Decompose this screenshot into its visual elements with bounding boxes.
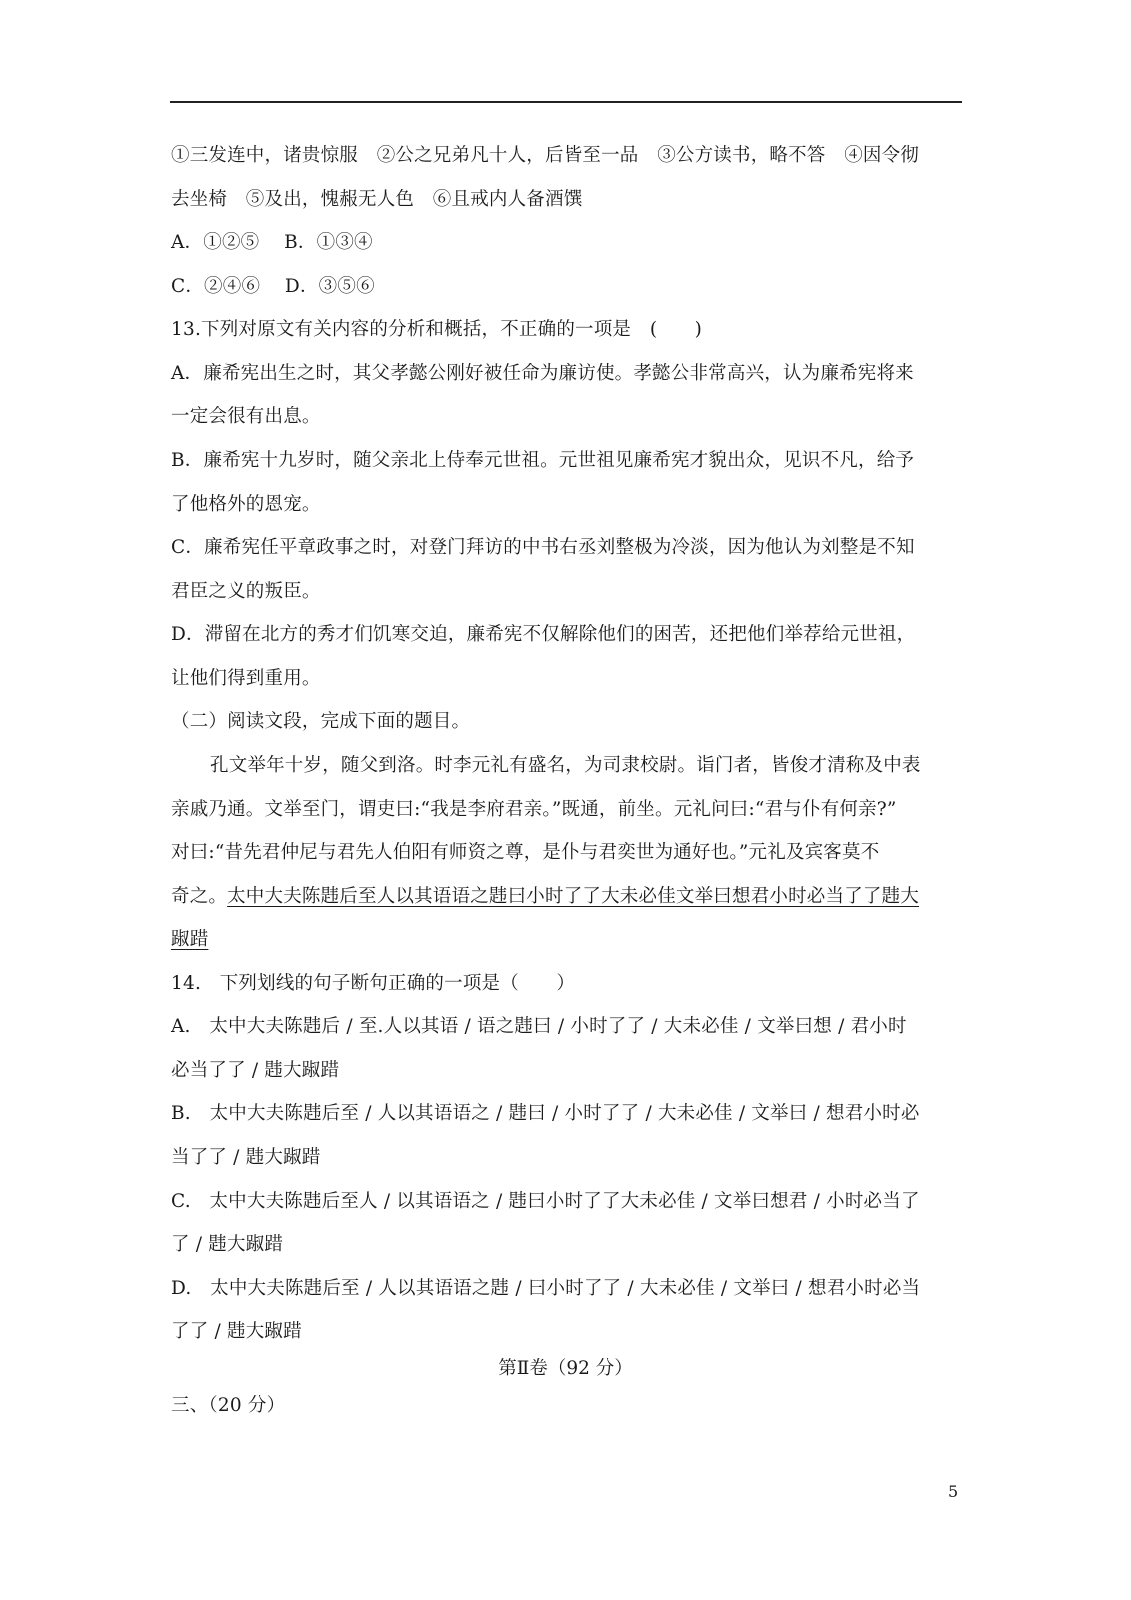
q13-option-b-line-1: B．廉希宪十九岁时，随父亲北上侍奉元世祖。元世祖见廉希宪才貌出众，见识不凡，给予: [171, 450, 915, 471]
q13-option-a-line-1: A．廉希宪出生之时，其父孝懿公刚好被任命为廉访使。孝懿公非常高兴，认为廉希宪将来: [171, 363, 914, 384]
q14-option-d-line-1: D. 太中大夫陈韪后至 / 人以其语语之韪 / 曰小时了了 / 大未必佳 / 文举曰 / 想君小时必当: [171, 1278, 921, 1299]
passage-line-3: 对曰:“昔先君仲尼与君先人伯阳有师资之尊，是仆与君奕世为通好也。”元礼及宾客莫不: [171, 842, 880, 863]
q12-options-cd: C．②④⑥ D．③⑤⑥: [171, 276, 375, 297]
q13-option-a-line-2: 一定会很有出息。: [171, 406, 321, 427]
q13-stem: 13.下列对原文有关内容的分析和概括，不正确的一项是 ( ): [171, 319, 703, 340]
passage-line-1: 孔文举年十岁，随父到洛。时李元礼有盛名，为司隶校尉。诣门者，皆俊才清称及中表: [210, 755, 921, 776]
q14-option-a-line-2: 必当了了 / 韪大踧踖: [171, 1060, 340, 1081]
part-2-title: 第Ⅱ卷（92 分）: [498, 1358, 633, 1379]
q12-stem-line-2: 去坐椅 ⑤及出，愧赧无人色 ⑥且戒内人备酒馔: [171, 189, 583, 210]
q13-option-c-line-1: C．廉希宪任平章政事之时，对登门拜访的中书右丞刘整极为冷淡，因为他认为刘整是不知: [171, 537, 915, 558]
header-rule: [170, 101, 962, 103]
q14-option-b-line-1: B. 太中大夫陈韪后至 / 人以其语语之 / 韪曰 / 小时了了 / 大未必佳 / 文举曰 / 想君小时必: [171, 1103, 920, 1124]
section-3-heading: 三、（20 分）: [171, 1395, 286, 1416]
underlined-sentence-end: 踧踖: [171, 929, 209, 950]
q13-option-d-line-1: D．滞留在北方的秀才们饥寒交迫，廉希宪不仅解除他们的困苦，还把他们举荐给元世祖，: [171, 624, 916, 645]
passage-line-4-plain: 奇之。: [171, 886, 228, 907]
underlined-sentence: 太中大夫陈韪后至人以其语语之韪曰小时了了大未必佳文举曰想君小时必当了了韪大: [227, 886, 920, 907]
q14-option-d-line-2: 了了 / 韪大踧踖: [171, 1321, 302, 1342]
passage-line-4: [171, 883, 919, 911]
passage-line-5: [171, 926, 208, 954]
passage-line-2: 亲戚乃通。文举至门，谓吏曰:“我是李府君亲。”既通，前坐。元礼问曰:“君与仆有何亲?”: [171, 799, 897, 820]
q12-options-ab: A．①②⑤ B．①③④: [171, 232, 373, 253]
q14-option-c-line-1: C. 太中大夫陈韪后至人 / 以其语语之 / 韪曰小时了了大未必佳 / 文举曰想君 / 小时必当了: [171, 1191, 920, 1212]
q13-option-c-line-2: 君臣之义的叛臣。: [171, 581, 321, 602]
q12-stem-line-1: ①三发连中，诸贵惊服 ②公之兄弟凡十人，后皆至一品 ③公方读书，略不答 ④因令彻: [171, 145, 920, 166]
q14-stem: 14. 下列划线的句子断句正确的一项是（ ）: [171, 973, 576, 994]
q14-option-a-line-1: A. 太中大夫陈韪后 / 至.人以其语 / 语之韪曰 / 小时了了 / 大未必佳 / 文举曰想 / 君小时: [171, 1016, 907, 1037]
q14-option-c-line-2: 了 / 韪大踧踖: [171, 1234, 284, 1255]
q14-option-b-line-2: 当了了 / 韪大踧踖: [171, 1147, 321, 1168]
q13-option-d-line-2: 让他们得到重用。: [171, 668, 321, 689]
q13-option-b-line-2: 了他格外的恩宠。: [171, 494, 321, 515]
section-2-heading: （二）阅读文段，完成下面的题目。: [171, 711, 471, 732]
page-number: 5: [948, 1482, 959, 1501]
